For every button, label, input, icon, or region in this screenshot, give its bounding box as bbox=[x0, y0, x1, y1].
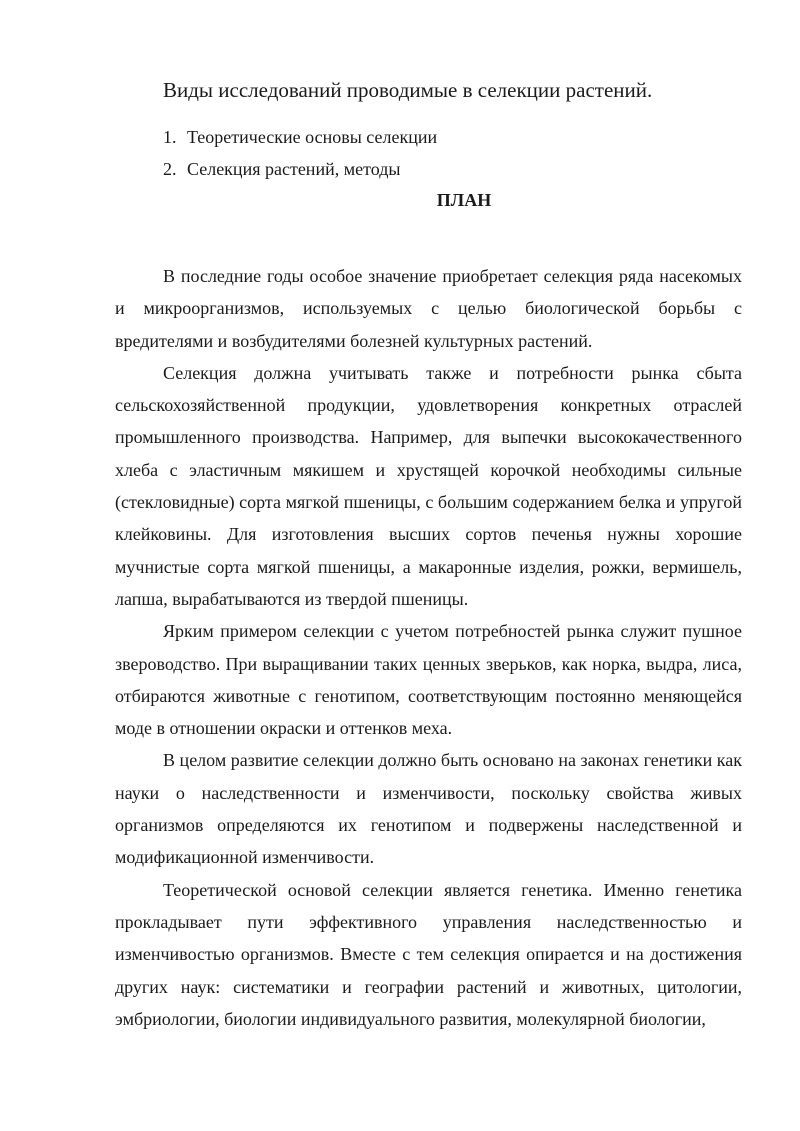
paragraph: Селекция должна учитывать также и потребности рынка сбыта сельскохозяйственной продукции, удовлетворения конкретных отраслей промышленного производства. Например, для выпечки высококачественного хлеба с эластичным мякишем и хрустящей корочкой необходимы сильные (стекловидные) сорта мягкой пшеницы, с большим содержанием белка и упругой клейковины. Для изготовления высших сортов печенья нужны хорошие мучнистые сорта мягкой пшеницы, а макаронные изделия, рожки, вермишель, лапша, вырабатываются из твердой пшеницы. bbox=[115, 362, 742, 609]
paragraph: В последние годы особое значение приобретает селекция ряда насекомых и микроорганизмов, используемых с целью биологической борьбы с вредителями и возбудителями болезней культурных растений. bbox=[115, 266, 742, 351]
contents-item-text: Теоретические основы селекции bbox=[187, 127, 438, 147]
contents-list bbox=[163, 121, 437, 185]
contents-item bbox=[163, 153, 437, 185]
plan-heading: ПЛАН bbox=[436, 190, 492, 210]
paragraph: В целом развитие селекции должно быть основано на законах генетики как науки о наследственности и изменчивости, поскольку свойства живых организмов определяются их генотипом и подвержены наследственной и модификационной изменчивости. bbox=[115, 750, 742, 868]
contents-item-text: Селекция растений, методы bbox=[187, 159, 401, 179]
contents-item-number: 1. bbox=[163, 127, 177, 147]
paragraph: Ярким примером селекции с учетом потребностей рынка служит пушное звероводство. При выращивании таких ценных зверьков, как норка, выдра, лиса, отбираются животные с генотипом, соответствующим постоянно меняющейся моде в отношении окраски и оттенков меха. bbox=[115, 621, 742, 739]
paragraph: Теоретической основой селекции является генетика. Именно генетика прокладывает пути эффективного управления наследственностью и изменчивостью организмов. Вместе с тем селекция опирается и на достижения других наук: систематики и географии растений и животных, цитологии, эмбриологии, биологии индивидуального развития, молекулярной биологии, bbox=[115, 879, 742, 1029]
contents-item bbox=[163, 121, 437, 153]
body-text bbox=[115, 260, 742, 1035]
contents-item-number: 2. bbox=[163, 159, 177, 179]
document-title: Виды исследований проводимые в селекции растений. bbox=[163, 78, 653, 102]
